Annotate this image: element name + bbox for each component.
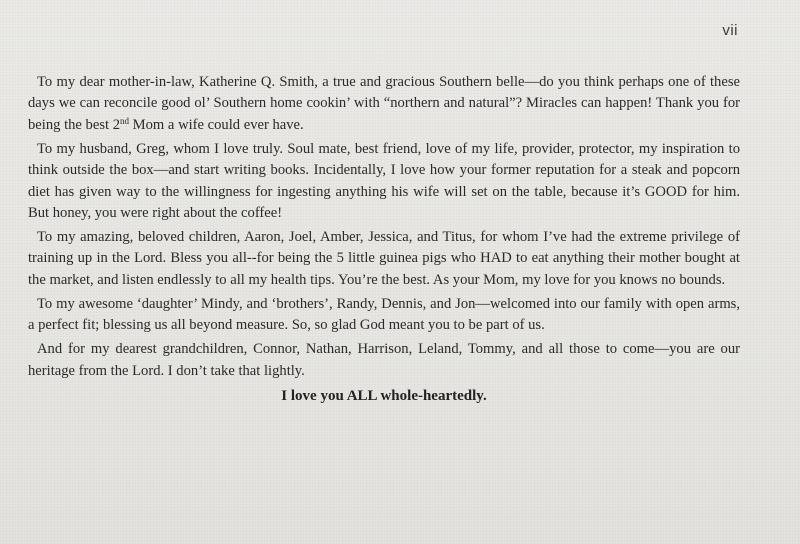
paragraph-mother-in-law-text-end: Mom a wife could ever have. <box>129 116 304 133</box>
paragraph-children: To my amazing, beloved children, Aaron, Joel, Amber, Jessica, and Titus, for whom I’ve had the extreme privilege of training up in the Lord. Bless you all--for being the 5 little guinea pigs who HAD to eat anything their mother bought at the market, and listen endlessly to all my health tips. You’re the best. As your Mom, my love for you knows no bounds. <box>28 229 740 288</box>
page-number: vii <box>722 22 738 39</box>
closing-line: I love you ALL whole-heartedly. <box>281 388 487 405</box>
paragraph-husband: To my husband, Greg, whom I love truly. Soul mate, best friend, love of my life, provider, protector, my inspiration to think outside the box—and start writing books. Incidentally, I love how your former reputation for a steak and popcorn diet has given way to the willingness for ingesting anything his wife will set on the table, because it’s GOOD for him. But honey, you were right about the coffee! <box>28 140 740 222</box>
dedication-text <box>28 72 740 407</box>
ordinal-suffix: nd <box>120 115 130 126</box>
paragraph-daughter-brothers: To my awesome ‘daughter’ Mindy, and ‘brothers’, Randy, Dennis, and Jon—welcomed into our family with open arms, a perfect fit; blessing us all beyond measure. So, so glad God meant you to be part of us. <box>28 295 740 334</box>
paragraph-grandchildren: And for my dearest grandchildren, Connor, Nathan, Harrison, Leland, Tommy, and all those to come—you are our heritage from the Lord. I don’t take that lightly. <box>28 341 740 379</box>
paragraph-mother-in-law <box>28 72 740 136</box>
paragraph-mother-in-law-text: To my dear mother-in-law, Katherine Q. Smith, a true and gracious Southern belle—do you think perhaps one of these days we can reconcile good ol’ Southern home cookin’ with “northern and natural”? Miracles can happen! Thank you for being the best 2 <box>28 74 740 133</box>
